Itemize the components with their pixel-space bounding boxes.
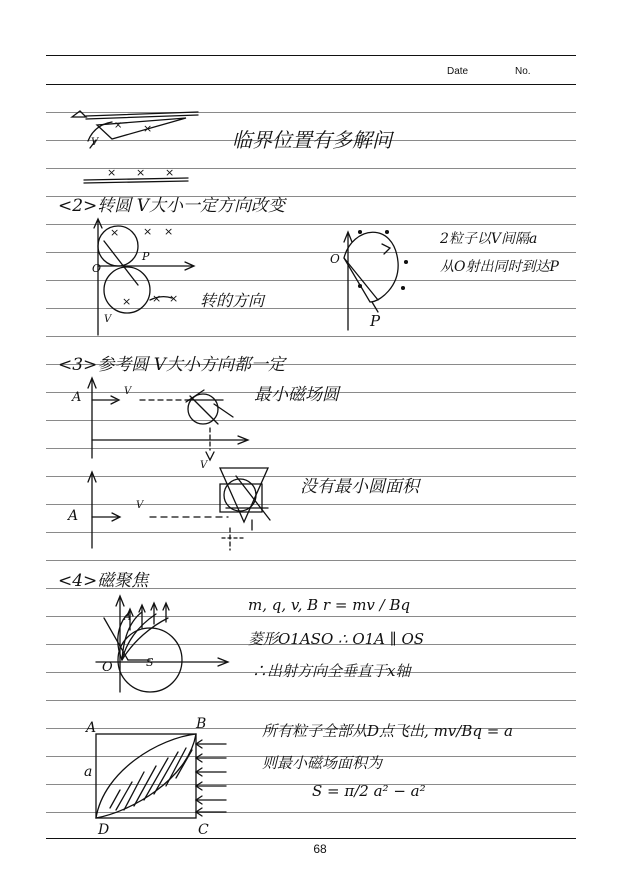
svg-text:×: × xyxy=(165,166,175,179)
focus-o-label: O xyxy=(102,660,113,675)
trans-v-label-top: V xyxy=(124,386,132,397)
svg-text:×: × xyxy=(110,226,120,239)
trans-note-2: 没有最小圆面积 xyxy=(300,477,419,497)
svg-text:×: × xyxy=(152,292,162,305)
square-note-2: 则最小磁场面积为 xyxy=(262,754,383,772)
rot-v-label: V xyxy=(104,314,112,325)
trans-a-label-top: A xyxy=(72,390,82,405)
square-note-3: S = π/2 a² − a² xyxy=(312,782,426,800)
focus-a-label: A xyxy=(124,612,132,623)
rot-right-note-1: 2粒子以V间隔a xyxy=(440,231,538,247)
intro-note: 临界位置有多解问 xyxy=(232,128,392,152)
trans-note-1: 最小磁场圆 xyxy=(254,385,339,405)
square-c-label: C xyxy=(198,822,209,838)
trans-v-label-mid: V xyxy=(200,460,208,471)
trans-v-label-bottom: V xyxy=(136,500,144,511)
svg-text:×: × xyxy=(169,292,179,305)
svg-text:×: × xyxy=(122,295,132,308)
square-side-label: a xyxy=(84,764,93,780)
translating-circle-bottom-diagram xyxy=(88,468,270,550)
square-a-label: A xyxy=(86,720,97,736)
section-4-heading: <4>磁聚焦 xyxy=(58,571,149,591)
square-region-diagram xyxy=(96,734,226,818)
svg-text:×: × xyxy=(143,122,153,135)
rot-caption: 转的方向 xyxy=(200,291,265,310)
focus-formula: m, q, v, B r = mv / Bq xyxy=(248,596,411,614)
rot-o-label: O xyxy=(92,262,102,275)
page-number: 68 xyxy=(313,842,327,856)
rot-p-right-label: P xyxy=(370,312,381,330)
number-label: No. xyxy=(515,66,531,77)
section-2-heading: <2>转圆 V大小一定方向改变 xyxy=(58,196,285,216)
svg-text:×: × xyxy=(136,166,146,179)
focus-line-2: 菱形O1ASO ∴ O1A ∥ OS xyxy=(248,630,425,648)
square-d-label: D xyxy=(98,822,110,838)
square-b-label: B xyxy=(196,716,207,732)
rot-p-label: P xyxy=(142,250,150,263)
svg-text:×: × xyxy=(107,166,117,179)
magnetic-focusing-diagram xyxy=(96,596,228,692)
date-label: Date xyxy=(447,66,469,77)
focus-line-3: ∴出射方向全垂直于x轴 xyxy=(252,662,411,680)
svg-text:×: × xyxy=(164,225,174,238)
square-note-1: 所有粒子全部从D点飞出, mv/Bq = a xyxy=(262,722,513,740)
focus-s-label: S xyxy=(146,656,154,669)
svg-text:×: × xyxy=(114,120,123,131)
trans-a-label-bottom: A xyxy=(68,508,79,524)
rot-o-right-label: O xyxy=(330,252,340,266)
rot-right-note-2: 从O射出同时到达P xyxy=(440,259,559,275)
translating-circle-top-diagram xyxy=(88,378,248,460)
section-3-heading: <3>参考圆 V大小方向都一定 xyxy=(58,355,285,375)
svg-text:×: × xyxy=(143,225,153,238)
intro-v-label: V xyxy=(91,137,99,148)
